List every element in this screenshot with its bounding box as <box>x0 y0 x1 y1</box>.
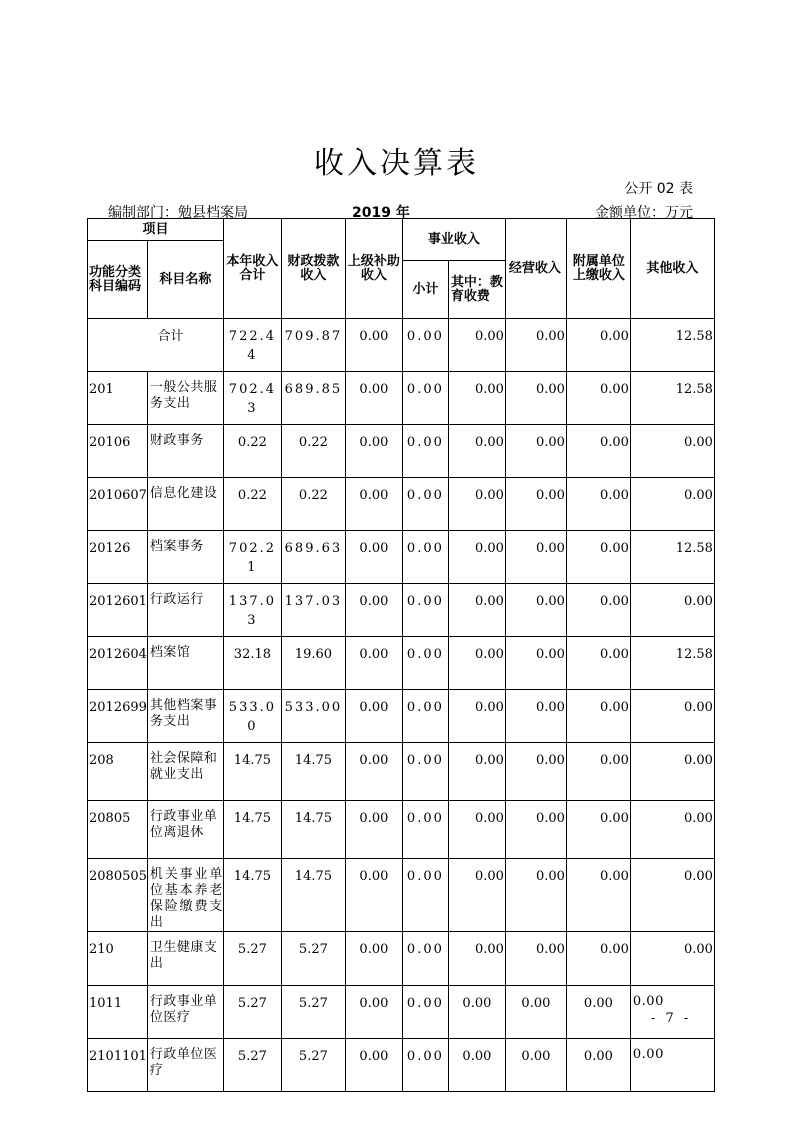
total-row-label: 合计 <box>88 319 224 372</box>
header-code: 功能分类科目编码 <box>88 241 148 319</box>
amount-total: 5.27 <box>223 986 281 1039</box>
subject-name: 机关事业单位基本养老保险缴费支出 <box>147 859 223 932</box>
amount-superior: 0.00 <box>345 319 402 372</box>
amount-fiscal: 14.75 <box>281 859 345 932</box>
amount-superior: 0.00 <box>345 584 402 637</box>
amount-affiliated: 0.00 <box>566 1039 630 1092</box>
table-row <box>88 801 715 859</box>
subject-name: 一般公共服务支出 <box>147 372 223 425</box>
amount-subtotal: 0.00 <box>402 584 448 637</box>
table-row <box>88 478 715 531</box>
subject-code: 2012699 <box>88 690 148 743</box>
amount-subtotal: 0.00 <box>402 801 448 859</box>
amount-superior: 0.00 <box>345 372 402 425</box>
amount-total: 14.75 <box>223 859 281 932</box>
amount-edu-fee: 0.00 <box>448 986 505 1039</box>
amount-operating: 0.00 <box>505 932 566 986</box>
amount-operating: 0.00 <box>505 1039 566 1092</box>
amount-fiscal: 709.87 <box>281 319 345 372</box>
amount-edu-fee: 0.00 <box>448 1039 505 1092</box>
amount-operating: 0.00 <box>505 637 566 690</box>
amount-operating: 0.00 <box>505 319 566 372</box>
amount-total: 722.44 <box>223 319 281 372</box>
amount-edu-fee: 0.00 <box>448 425 505 478</box>
amount-fiscal: 5.27 <box>281 1039 345 1092</box>
amount-subtotal: 0.00 <box>402 743 448 801</box>
header-business: 事业收入 <box>402 219 505 261</box>
amount-fiscal: 689.63 <box>281 531 345 584</box>
amount-operating: 0.00 <box>505 584 566 637</box>
amount-fiscal: 689.85 <box>281 372 345 425</box>
amount-other: 0.00 <box>630 584 714 637</box>
amount-superior: 0.00 <box>345 478 402 531</box>
amount-edu-fee: 0.00 <box>448 319 505 372</box>
amount-superior: 0.00 <box>345 986 402 1039</box>
table-row <box>88 584 715 637</box>
table-row <box>88 425 715 478</box>
amount-edu-fee: 0.00 <box>448 932 505 986</box>
subject-code: 2010607 <box>88 478 148 531</box>
amount-fiscal: 533.00 <box>281 690 345 743</box>
amount-other: 12.58 <box>630 531 714 584</box>
subject-name: 财政事务 <box>147 425 223 478</box>
amount-affiliated: 0.00 <box>566 319 630 372</box>
amount-superior: 0.00 <box>345 637 402 690</box>
subject-name: 档案馆 <box>147 637 223 690</box>
amount-affiliated: 0.00 <box>566 743 630 801</box>
amount-subtotal: 0.00 <box>402 859 448 932</box>
amount-operating: 0.00 <box>505 859 566 932</box>
header-operating: 经营收入 <box>505 219 566 319</box>
amount-operating: 0.00 <box>505 531 566 584</box>
amount-superior: 0.00 <box>345 743 402 801</box>
subject-code: 20106 <box>88 425 148 478</box>
amount-other: 0.00 <box>630 801 714 859</box>
amount-operating: 0.00 <box>505 690 566 743</box>
table-row <box>88 319 715 372</box>
amount-other: 0.00 <box>630 690 714 743</box>
header-name: 科目名称 <box>147 241 223 319</box>
header-edu-fee: 其中：教育收费 <box>448 261 505 319</box>
subject-name: 卫生健康支出 <box>147 932 223 986</box>
amount-affiliated: 0.00 <box>566 372 630 425</box>
amount-other: 0.00 <box>630 478 714 531</box>
amount-edu-fee: 0.00 <box>448 372 505 425</box>
amount-edu-fee: 0.00 <box>448 743 505 801</box>
page-number: - 7 - <box>651 1011 692 1026</box>
amount-edu-fee: 0.00 <box>448 531 505 584</box>
amount-subtotal: 0.00 <box>402 690 448 743</box>
amount-operating: 0.00 <box>505 425 566 478</box>
income-table <box>87 218 715 1092</box>
amount-affiliated: 0.00 <box>566 986 630 1039</box>
amount-other: 12.58 <box>630 372 714 425</box>
amount-other: 0.00 <box>630 743 714 801</box>
subject-name: 行政事业单位医疗 <box>147 986 223 1039</box>
subject-name: 行政运行 <box>147 584 223 637</box>
amount-edu-fee: 0.00 <box>448 637 505 690</box>
amount-fiscal: 0.22 <box>281 425 345 478</box>
amount-subtotal: 0.00 <box>402 637 448 690</box>
table-row <box>88 932 715 986</box>
amount-superior: 0.00 <box>345 425 402 478</box>
table-row <box>88 1039 715 1092</box>
amount-fiscal: 19.60 <box>281 637 345 690</box>
subject-name: 社会保障和就业支出 <box>147 743 223 801</box>
amount-total: 14.75 <box>223 743 281 801</box>
header-affiliated: 附属单位上缴收入 <box>566 219 630 319</box>
amount-affiliated: 0.00 <box>566 584 630 637</box>
amount-affiliated: 0.00 <box>566 690 630 743</box>
subject-code: 201 <box>88 372 148 425</box>
year-label: 2019 年 <box>352 205 410 221</box>
amount-superior: 0.00 <box>345 531 402 584</box>
amount-other: 0.00 <box>630 425 714 478</box>
header-total: 本年收入合计 <box>223 219 281 319</box>
amount-fiscal: 137.03 <box>281 584 345 637</box>
amount-superior: 0.00 <box>345 859 402 932</box>
subject-code: 20126 <box>88 531 148 584</box>
table-row <box>88 690 715 743</box>
header-subtotal: 小计 <box>402 261 448 319</box>
amount-subtotal: 0.00 <box>402 531 448 584</box>
amount-fiscal: 0.22 <box>281 478 345 531</box>
subject-code: 20805 <box>88 801 148 859</box>
amount-affiliated: 0.00 <box>566 478 630 531</box>
amount-total: 0.22 <box>223 425 281 478</box>
table-row <box>88 372 715 425</box>
amount-fiscal: 14.75 <box>281 801 345 859</box>
subject-code: 2012601 <box>88 584 148 637</box>
header-other: 其他收入 <box>630 219 714 319</box>
amount-other: 0.00 <box>630 932 714 986</box>
form-number: 公开 02 表 <box>624 181 693 197</box>
subject-code: 1011 <box>88 986 148 1039</box>
amount-other: 0.00 <box>630 1039 714 1092</box>
amount-subtotal: 0.00 <box>402 1039 448 1092</box>
amount-superior: 0.00 <box>345 690 402 743</box>
amount-edu-fee: 0.00 <box>448 584 505 637</box>
table-row <box>88 743 715 801</box>
amount-operating: 0.00 <box>505 478 566 531</box>
amount-fiscal: 5.27 <box>281 932 345 986</box>
amount-affiliated: 0.00 <box>566 801 630 859</box>
amount-operating: 0.00 <box>505 372 566 425</box>
subject-name: 信息化建设 <box>147 478 223 531</box>
amount-total: 702.43 <box>223 372 281 425</box>
subject-name: 档案事务 <box>147 531 223 584</box>
amount-total: 0.22 <box>223 478 281 531</box>
amount-total: 702.21 <box>223 531 281 584</box>
amount-other: 0.00 <box>630 859 714 932</box>
amount-subtotal: 0.00 <box>402 319 448 372</box>
amount-affiliated: 0.00 <box>566 425 630 478</box>
header-project: 项目 <box>88 219 224 241</box>
amount-subtotal: 0.00 <box>402 372 448 425</box>
page-title: 收入决算表 <box>314 146 479 181</box>
amount-other: 12.58 <box>630 319 714 372</box>
amount-affiliated: 0.00 <box>566 859 630 932</box>
amount-other: 0.00 <box>630 986 714 1039</box>
subject-name: 行政单位医疗 <box>147 1039 223 1092</box>
amount-total: 137.03 <box>223 584 281 637</box>
amount-subtotal: 0.00 <box>402 478 448 531</box>
table-row <box>88 531 715 584</box>
amount-total: 5.27 <box>223 932 281 986</box>
subject-code: 210 <box>88 932 148 986</box>
amount-total: 32.18 <box>223 637 281 690</box>
department-label: 编制部门：勉县档案局 <box>108 205 248 221</box>
amount-fiscal: 14.75 <box>281 743 345 801</box>
amount-operating: 0.00 <box>505 743 566 801</box>
subject-code: 2101101 <box>88 1039 148 1092</box>
header-superior: 上级补助收入 <box>345 219 402 319</box>
subject-code: 208 <box>88 743 148 801</box>
amount-total: 533.00 <box>223 690 281 743</box>
amount-edu-fee: 0.00 <box>448 859 505 932</box>
amount-superior: 0.00 <box>345 1039 402 1092</box>
amount-fiscal: 5.27 <box>281 986 345 1039</box>
subject-name: 行政事业单位离退休 <box>147 801 223 859</box>
amount-affiliated: 0.00 <box>566 637 630 690</box>
amount-edu-fee: 0.00 <box>448 801 505 859</box>
table-row <box>88 637 715 690</box>
amount-subtotal: 0.00 <box>402 932 448 986</box>
header-fiscal: 财政拨款收入 <box>281 219 345 319</box>
table-row <box>88 859 715 932</box>
amount-edu-fee: 0.00 <box>448 690 505 743</box>
amount-total: 14.75 <box>223 801 281 859</box>
amount-affiliated: 0.00 <box>566 531 630 584</box>
amount-superior: 0.00 <box>345 801 402 859</box>
amount-subtotal: 0.00 <box>402 425 448 478</box>
amount-superior: 0.00 <box>345 932 402 986</box>
amount-edu-fee: 0.00 <box>448 478 505 531</box>
amount-operating: 0.00 <box>505 986 566 1039</box>
amount-total: 5.27 <box>223 1039 281 1092</box>
amount-operating: 0.00 <box>505 801 566 859</box>
amount-subtotal: 0.00 <box>402 986 448 1039</box>
table-row <box>88 986 715 1039</box>
amount-other: 12.58 <box>630 637 714 690</box>
amount-unit-label: 金额单位：万元 <box>595 205 693 221</box>
subject-code: 2080505 <box>88 859 148 932</box>
subject-code: 2012604 <box>88 637 148 690</box>
amount-affiliated: 0.00 <box>566 932 630 986</box>
subject-name: 其他档案事务支出 <box>147 690 223 743</box>
